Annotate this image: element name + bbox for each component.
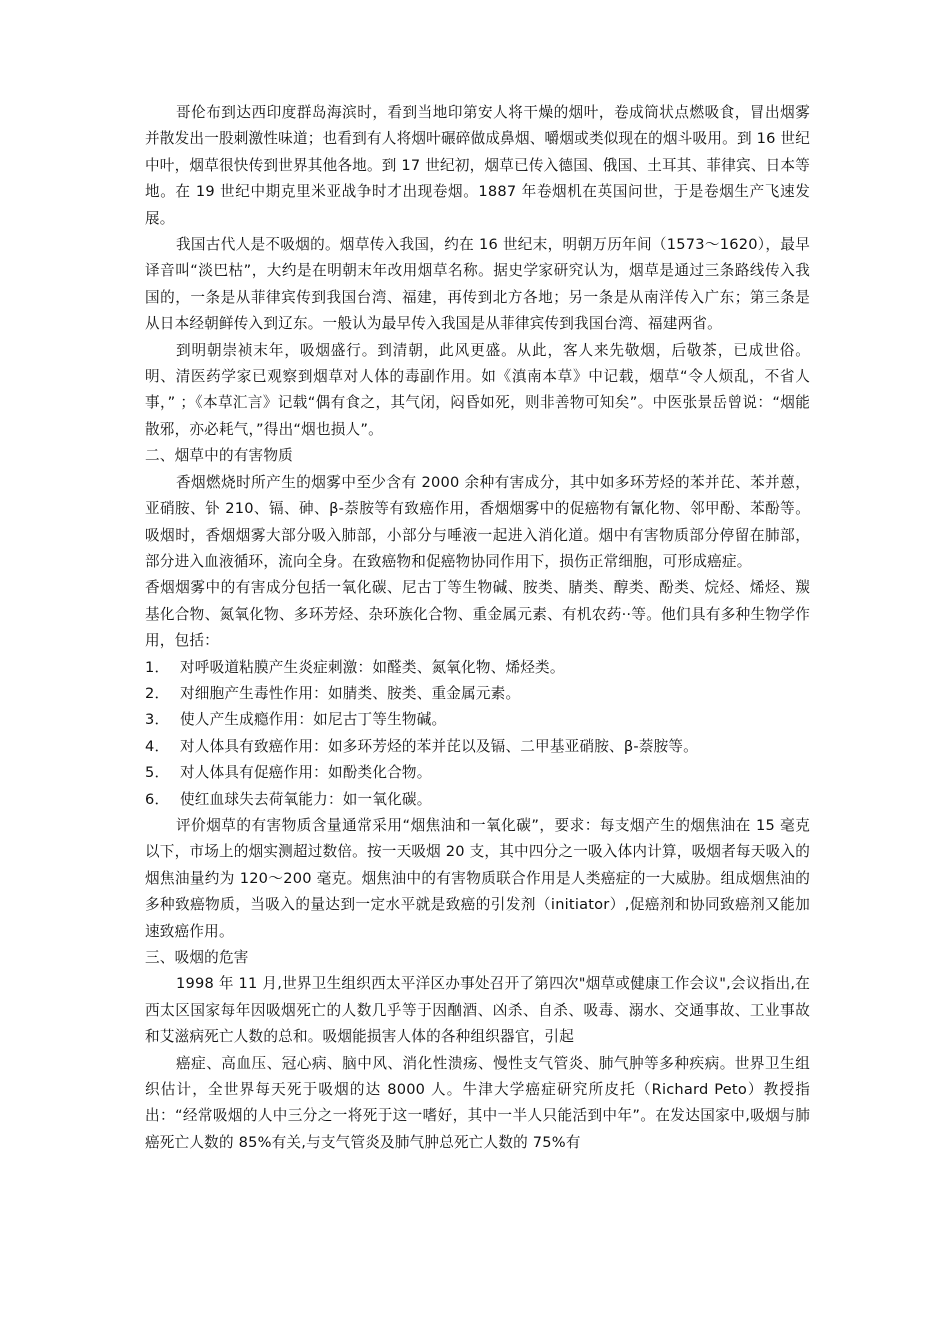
section2-paragraph-3: 评价烟草的有害物质含量通常采用“烟焦油和一氧化碳”，要求：每支烟产生的烟焦油在 15 毫克以下，市场上的烟实测超过数倍。按一天吸烟 20 支，其中四分之一吸入体内计算，吸烟者每天吸入的烟焦油量约为 120～200 毫克。烟焦油中的有害物质联合作用是人类癌症的一大威胁。组成烟焦油的多种致癌物质，当吸入的量达到一定水平就是致癌的引发剂（initiator）,促癌剂和协同致癌剂又能加速致癌作用。 [145,816,810,940]
section3-paragraph-2: 癌症、高血压、冠心病、脑中风、消化性溃疡、慢性支气管炎、肺气肿等多种疾病。世界卫生组织估计，全世界每天死于吸烟的达 8000 人。牛津大学癌症研究所皮托（Richard Peto）教授指出：“经常吸烟的人中三分之一将死于这一嗜好，其中一半人只能活到中年”。在发达国家中,吸烟与肺癌死亡人数的 85%有关,与支气管炎及肺气肿总死亡人数的 75%有 [145,1054,810,1151]
list-item [145,760,810,786]
intro-paragraph-2: 我国古代人是不吸烟的。烟草传入我国，约在 16 世纪末，明朝万历年间（1573～1620），最早译音叫“淡巴枯”，大约是在明朝末年改用烟草名称。据史学家研究认为，烟草是通过三条路线传入我国的，一条是从菲律宾传到我国台湾、福建，再传到北方各地；另一条是从南洋传入广东；第三条是从日本经朝鲜传入到辽东。一般认为最早传入我国是从菲律宾传到我国台湾、福建两省。 [145,236,810,333]
list-text: 使人产生成瘾作用：如尼古丁等生物碱。 [180,711,447,729]
section-heading-smoking-hazards: 三、吸烟的危害 [145,949,249,966]
list-number: 5． [145,764,170,782]
list-number: 1． [145,658,170,676]
intro-paragraph-3: 到明朝崇祯末年，吸烟盛行。到清朝，此风更盛。从此，客人来先敬烟，后敬茶，已成世俗。明、清医药学家已观察到烟草对人体的毒副作用。如《滇南本草》中记载，烟草“令人烦乱，不省人事，” ；《本草汇言》记载“偶有食之，其气闭，闷昏如死，则非善物可知矣”。中医张景岳曾说：“烟能散邪，亦必耗气，”得出“烟也损人”。 [145,341,810,438]
list-text: 使红血球失去荷氧能力：如一氧化碳。 [180,790,432,808]
list-item [145,734,810,760]
intro-paragraph-1: 哥伦布到达西印度群岛海滨时，看到当地印第安人将干燥的烟叶，卷成筒状点燃吸食，冒出烟雾并散发出一股刺激性味道；也看到有人将烟叶碾碎做成鼻烟、嚼烟或类似现在的烟斗吸用。到 16 世纪中叶，烟草很快传到世界其他各地。到 17 世纪初，烟草已传入德国、俄国、土耳其、菲律宾、日本等地。在 19 世纪中期克里米亚战争时才出现卷烟。1887 年卷烟机在英国问世，于是卷烟生产飞速发展。 [145,104,810,227]
list-item [145,681,810,707]
list-item [145,655,810,681]
section-heading-harmful-substances: 二、烟草中的有害物质 [145,447,293,465]
section3-paragraph-1: 1998 年 11 月,世界卫生组织西太平洋区办事处召开了第四次"烟草或健康工作会议",会议指出,在西太区国家每年因吸烟死亡的人数几乎等于因酗酒、凶杀、自杀、吸毒、溺水、交通事故、工业事故和艾滋病死亡人数的总和。吸烟能损害人体的各种组织器官，引起 [145,975,810,1046]
list-item [145,707,810,733]
list-text: 对人体具有促癌作用：如酚类化合物。 [180,764,432,782]
effects-list [145,655,810,813]
list-text: 对细胞产生毒性作用：如腈类、胺类、重金属元素。 [180,684,521,702]
section2-paragraph-2: 香烟烟雾中的有害成分包括一氧化碳、尼古丁等生物碱、胺类、腈类、醇类、酚类、烷烃、烯烃、羰基化合物、氮氧化物、多环芳烃、杂环族化合物、重金属元素、有机农药··等。他们具有多种生物学作用，包括： [145,579,810,650]
list-number: 3． [145,711,170,729]
list-text: 对呼吸道粘膜产生炎症刺激：如醛类、氮氧化物、烯烃类。 [180,658,565,676]
document-body [145,100,810,1156]
list-item [145,787,810,813]
list-number: 4． [145,737,170,755]
list-number: 6． [145,790,170,808]
section2-paragraph-1: 香烟燃烧时所产生的烟雾中至少含有 2000 余种有害成分，其中如多环芳烃的苯并芘、苯并蒽，亚硝胺、钋 210、镉、砷、β-萘胺等有致癌作用，香烟烟雾中的促癌物有氰化物、邻甲酚、苯酚等。吸烟时，香烟烟雾大部分吸入肺部，小部分与唾液一起进入消化道。烟中有害物质部分停留在肺部，部分进入血液循环，流向全身。在致癌物和促癌物协同作用下，损伤正常细胞，可形成癌症。 [145,473,810,570]
list-number: 2． [145,684,170,702]
list-text: 对人体具有致癌作用：如多环芳烃的苯并芘以及镉、二甲基亚硝胺、β-萘胺等。 [180,737,698,755]
